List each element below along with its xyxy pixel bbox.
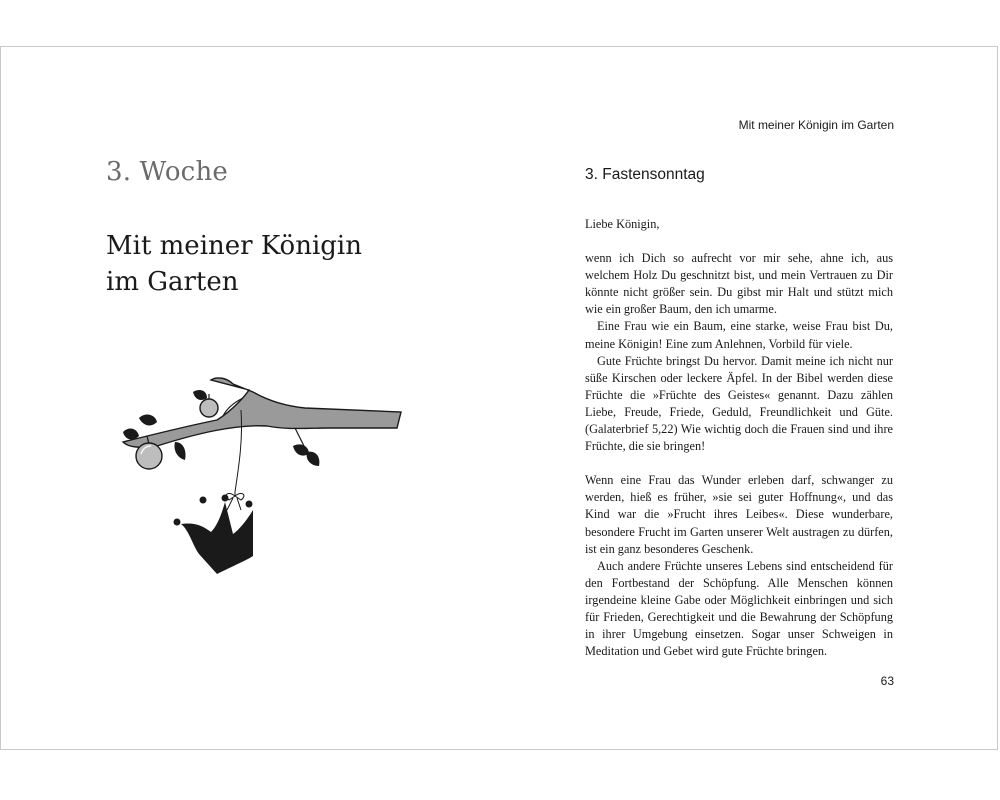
paragraph-5: Auch andere Früchte unseres Lebens sind entscheidend für den Fortbestand der Schöpfung. Alle Menschen können irgendeine kleine Gabe oder Möglichkeit einbringen und sich für Frieden, Gerechtigkeit und die Bewahrung der Schöpfung in ihrer Umgebung einsetzen. Sogar unser Schweigen in Meditation und Gebet wird gute Früchte bringen. — [585, 558, 893, 659]
running-head: Mit meiner Königin im Garten — [738, 118, 894, 132]
leaf — [123, 429, 139, 440]
branch-with-apples-and-crown-icon — [115, 370, 415, 585]
paragraph-1: wenn ich Dich so aufrecht vor mir sehe, ahne ich, aus welchem Holz Du geschnitzt bist, und mein Vertrauen zu Dir könnte nicht größer sein. Du gibst mir Halt und stützt mich wie ein großer Baum, den ich umarme. — [585, 251, 893, 317]
chapter-title-line-2: im Garten — [106, 267, 239, 297]
apple — [200, 399, 218, 417]
leaf — [139, 415, 157, 426]
paragraph-2: Eine Frau wie ein Baum, eine starke, weise Frau bist Du, meine Königin! Eine zum Anlehnen, Vorbild für viele. — [585, 319, 893, 351]
crown — [181, 502, 253, 574]
letter-body — [585, 216, 893, 660]
week-label: 3. Woche — [106, 157, 228, 187]
leaf — [307, 452, 320, 466]
apple — [136, 443, 162, 469]
leaf — [174, 442, 185, 460]
branch — [123, 378, 401, 447]
chapter-title-line-1: Mit meiner Königin — [106, 231, 362, 261]
leaf — [193, 390, 207, 400]
paragraph-3: Gute Früchte bringst Du hervor. Damit meine ich nicht nur süße Kirschen oder leckere Äpfel. In der Bibel werden diese Früchte die »Früchte des Geistes« genannt. Dazu zählen Liebe, Freude, Friede, Geduld, Freundlichkeit und Güte. (Galaterbrief 5,22) Wie wichtig doch die Frauen sind und ihre Früchte, die sie bringen! — [585, 353, 893, 454]
chapter-title — [106, 228, 446, 300]
salutation: Liebe Königin, — [585, 217, 660, 231]
paragraph-4: Wenn eine Frau das Wunder erleben darf, schwanger zu werden, hieß es früher, »sie sei guter Hoffnung«, und das Kind war die »Frucht ihres Leibes«. Diese wunderbare, besondere Frucht im Garten unserer Welt austragen zu dürfen, ist ein ganz besonderes Geschenk. — [585, 473, 893, 556]
section-heading: 3. Fastensonntag — [585, 166, 705, 183]
page-number: 63 — [880, 674, 894, 688]
